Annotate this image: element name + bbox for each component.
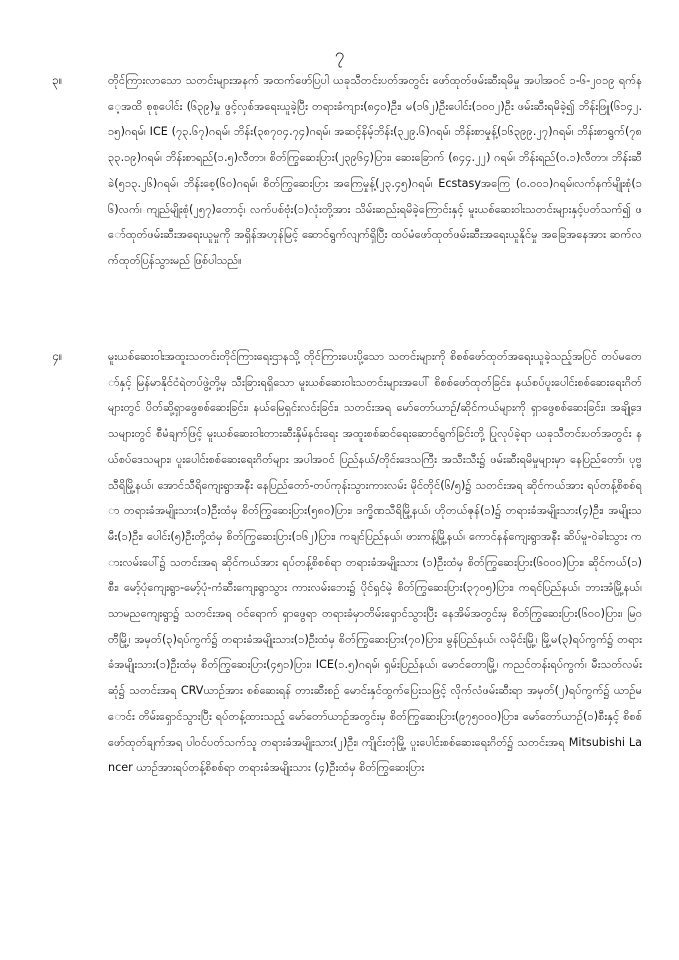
page-number: ၇ [334,45,345,65]
paragraph-3 [52,68,642,325]
paragraph-4 [52,344,642,932]
paragraph-number: ၃။ [52,73,63,87]
paragraph-text: တိုင်ကြားလာသော သတင်းများအနက် အထက်ဖော်ပြပါ ယခုသီတင်းပတ်အတွင်း ဖော်ထုတ်ဖမ်းဆီးရမိမှု အပါအဝင် ၁-၆-၂၀၁၉ ရက်နေ့အထိ စုစုပေါင်း (၆၃၉)မှု ဖွင့်လှစ်အရေးယူခဲ့ပြီး တရားခံကျား(၈၄၀)ဦး၊ မ(၁၆၂)ဦးပေါင်း(၁၀၀၂)ဦး ဖမ်းဆီးရမိခဲ့၍ ဘိန်းဖြူ(၆၁၄၂.၁၅)ဂရမ်၊ ICE (၇၃.၆၇)ဂရမ်၊ ဘိန်း(၃၈၇၀၄.၇၄)ဂရမ်၊ အဆင့်နိမ့်ဘိန်း(၃၂၉.၆)ဂရမ်၊ ဘိန်းစာမှုန့်(၁၆၃၉၉.၂၇)ဂရမ်၊ ဘိန်းစာရွက်(၇၈၃၃.၁၉)ဂရမ်၊ ဘိန်းစာရည်(၁.၅)လီတာ၊ စိတ်ကြွဆေးပြား(၂၃၉၆၄)ပြား၊ ဆေးခြောက် (၈၄၄.၂၂) ဂရမ်၊ ဘိန်းရည်(၀.၁)လီတာ၊ ဘိန်းဆီခဲ(၅၁၃.၂၆)ဂရမ်၊ ဘိန်းစေ့(၆၀)ဂရမ်၊ စိတ်ကြွဆေးပြား အကြေမှုန့်(၂၃.၄၅)ဂရမ်၊ Ecstasyအကြေ (၀.၀၀၁)ဂရမ်၊လက်နက်မျိုးစုံ(၁၆)လက်၊ ကျည်မျိုးစုံ(၂၅၇)တောင့်၊ လက်ပစ်ဗုံး(၁)လုံးတို့အား သိမ်းဆည်းရမိခဲ့ကြောင်းနှင့် မူးယစ်ဆေးဝါးသတင်းများနှင့်ပတ်သက်၍ ဖော်ထုတ်ဖမ်းဆီးအရေးယူမှုကို အရှိန်အဟုန်မြင့် ဆောင်ရွက်လျက်ရှိပြီး ထပ်မံဖော်ထုတ်ဖမ်းဆီးအရေးယူနိုင်မှု အခြေအနေအား ဆက်လက်ထုတ်ပြန်သွားမည် ဖြစ်ပါသည်။ [108,74,642,267]
paragraph-number: ၄။ [52,349,63,363]
paragraph-text: မူးယစ်ဆေးဝါးအထူးသတင်းတိုင်ကြားရေးဌာနသို့ တိုင်ကြားပေးပို့သော သတင်းများကို စိစစ်ဖော်ထုတ်အရေးယူခဲ့သည့်အပြင် တပ်မတော်နှင့် မြန်မာနိုင်ငံရဲတပ်ဖွဲ့တို့မှ သီးခြားရရှိသော မူးယစ်ဆေးဝါးသတင်းများအပေါ် စိစစ်ဖော်ထုတ်ခြင်း၊ နယ်စပ်ပူးပေါင်းစစ်ဆေးရေးဂိတ်များတွင် ပိတ်ဆို့ရှာဖွေစစ်ဆေးခြင်း၊ နယ်မြေရှင်းလင်းခြင်း၊ သတင်းအရ မော်တော်ယာဉ်/ဆိုင်ကယ်များကို ရှာဖွေစစ်ဆေးခြင်း၊ အချို့ဒေသများတွင် စီမံချက်ဖြင့် မူးယစ်ဆေးဝါးတားဆီးနှိမ်နင်းရေး အထူးစစ်ဆင်ရေးဆောင်ရွက်ခြင်းတို့ ပြုလုပ်ခဲ့ရာ ယခုသီတင်းပတ်အတွင်း နယ်စပ်ဒေသများ၊ ပူးပေါင်းစစ်ဆေးရေးဂိတ်များ အပါအဝင် ပြည်နယ်/တိုင်းဒေသကြီး အသီးသီး၌ ဖမ်းဆီးရမိမှုများမှာ နေပြည်တော်၊ ပုဗ္ဗသီရိမြို့နယ်၊ အောင်သီရိကျေးရွာအနီး နေပြည်တော်-တပ်ကုန်းသွားကားလမ်း မိုင်တိုင်(၆/၅)၌ သတင်းအရ ဆိုင်ကယ်အား ရပ်တန့်စိစစ်ရာ တရားခံအမျိုးသား(၁)ဦးထံမှ စိတ်ကြွဆေးပြား(၅၈၀)ပြား၊ ဒက္ခိဏသီရိမြို့နယ်၊ ဟိုတယ်ဇုန်(၁)၌ တရားခံအမျိုးသား(၄)ဦး၊ အမျိုးသမီး(၁)ဦး၊ ပေါင်း(၅)ဦးတို့ထံမှ စိတ်ကြွဆေးပြား(၁၆၂)ပြား၊ ကချင်ပြည်နယ်၊ ဖားကန့်မြို့နယ်၊ ကောင်နန်ကျေးရွာအနီး ဆိပ်မူ-ဝဲခါးသွား ကားလမ်းပေါ်၌ သတင်းအရ ဆိုင်ကယ်အား ရပ်တန့်စိစစ်ရာ တရားခံအမျိုးသား (၁)ဦးထံမှ စိတ်ကြွဆေးပြား(၆၀၀၀)ပြား၊ ဆိုင်ကယ်(၁)စီး၊ မော့်ပုံကျေးရွာ-မော့်ပုံ-ကံဆီးကျေးရွာသွား ကားလမ်းဘေး၌ ပိုင်ရှင်မဲ့ စိတ်ကြွဆေးပြား(၃၇၀၅)ပြား၊ ကရင်ပြည်နယ်၊ ဘားအံမြို့နယ်၊ သာမညကျေးရွာ၌ သတင်းအရ ဝင်ရောက် ရှာဖွေရာ တရားခံမှာတိမ်းရှောင်သွားပြီး နေအိမ်အတွင်းမှ စိတ်ကြွဆေးပြား(၆၀၀)ပြား၊ မြဝတီမြို့၊ အမှတ်(၃)ရပ်ကွက်၌ တရားခံအမျိုးသား(၁)ဦးထံမှ စိတ်ကြွဆေးပြား(၇၀)ပြား၊ မွန်ပြည်နယ်၊ လမိုင်းမြို့၊ မြို့မ(၃)ရပ်ကွက်၌ တရားခံအမျိုးသား(၁)ဦးထံမှ စိတ်ကြွဆေးပြား(၄၅၁)ပြား၊ ICE(၁.၅)ဂရမ်၊ ရှမ်းပြည်နယ်၊ မောင်တောမြို့၊ ကညင်တန်းရပ်ကွက်၊ မီးသတ်လမ်းဆုံ၌ သတင်းအရ CRVယာဉ်အား စစ်ဆေးရန် တားဆီးစဉ် မောင်းနှင်ထွက်ပြေးသဖြင့် လိုက်လံဖမ်းဆီးရာ အမှတ်(၂)ရပ်ကွက်၌ ယာဉ်မောင်း တိမ်းရှောင်သွားပြီး ရပ်တန့်ထားသည့် မော်တော်ယာဉ်အတွင်းမှ စိတ်ကြွဆေးပြား(၉၇၅၀၀၀)ပြား၊ မော်တော်ယာဉ်(၁)စီးနှင့် စိစစ်ဖော်ထုတ်ချက်အရ ပါဝင်ပတ်သက်သူ တရားခံအမျိုးသား(၂)ဦး၊ ကျိုင်းတုံမြို့ ပူးပေါင်းစစ်ဆေးရေးဂိတ်၌ သတင်းအရ Mitsubishi Lancer ယာဉ်အားရပ်တန့်စိစစ်ရာ တရားခံအမျိုးသား (၄)ဦးထံမှ စိတ်ကြွဆေးပြား [108,350,642,775]
